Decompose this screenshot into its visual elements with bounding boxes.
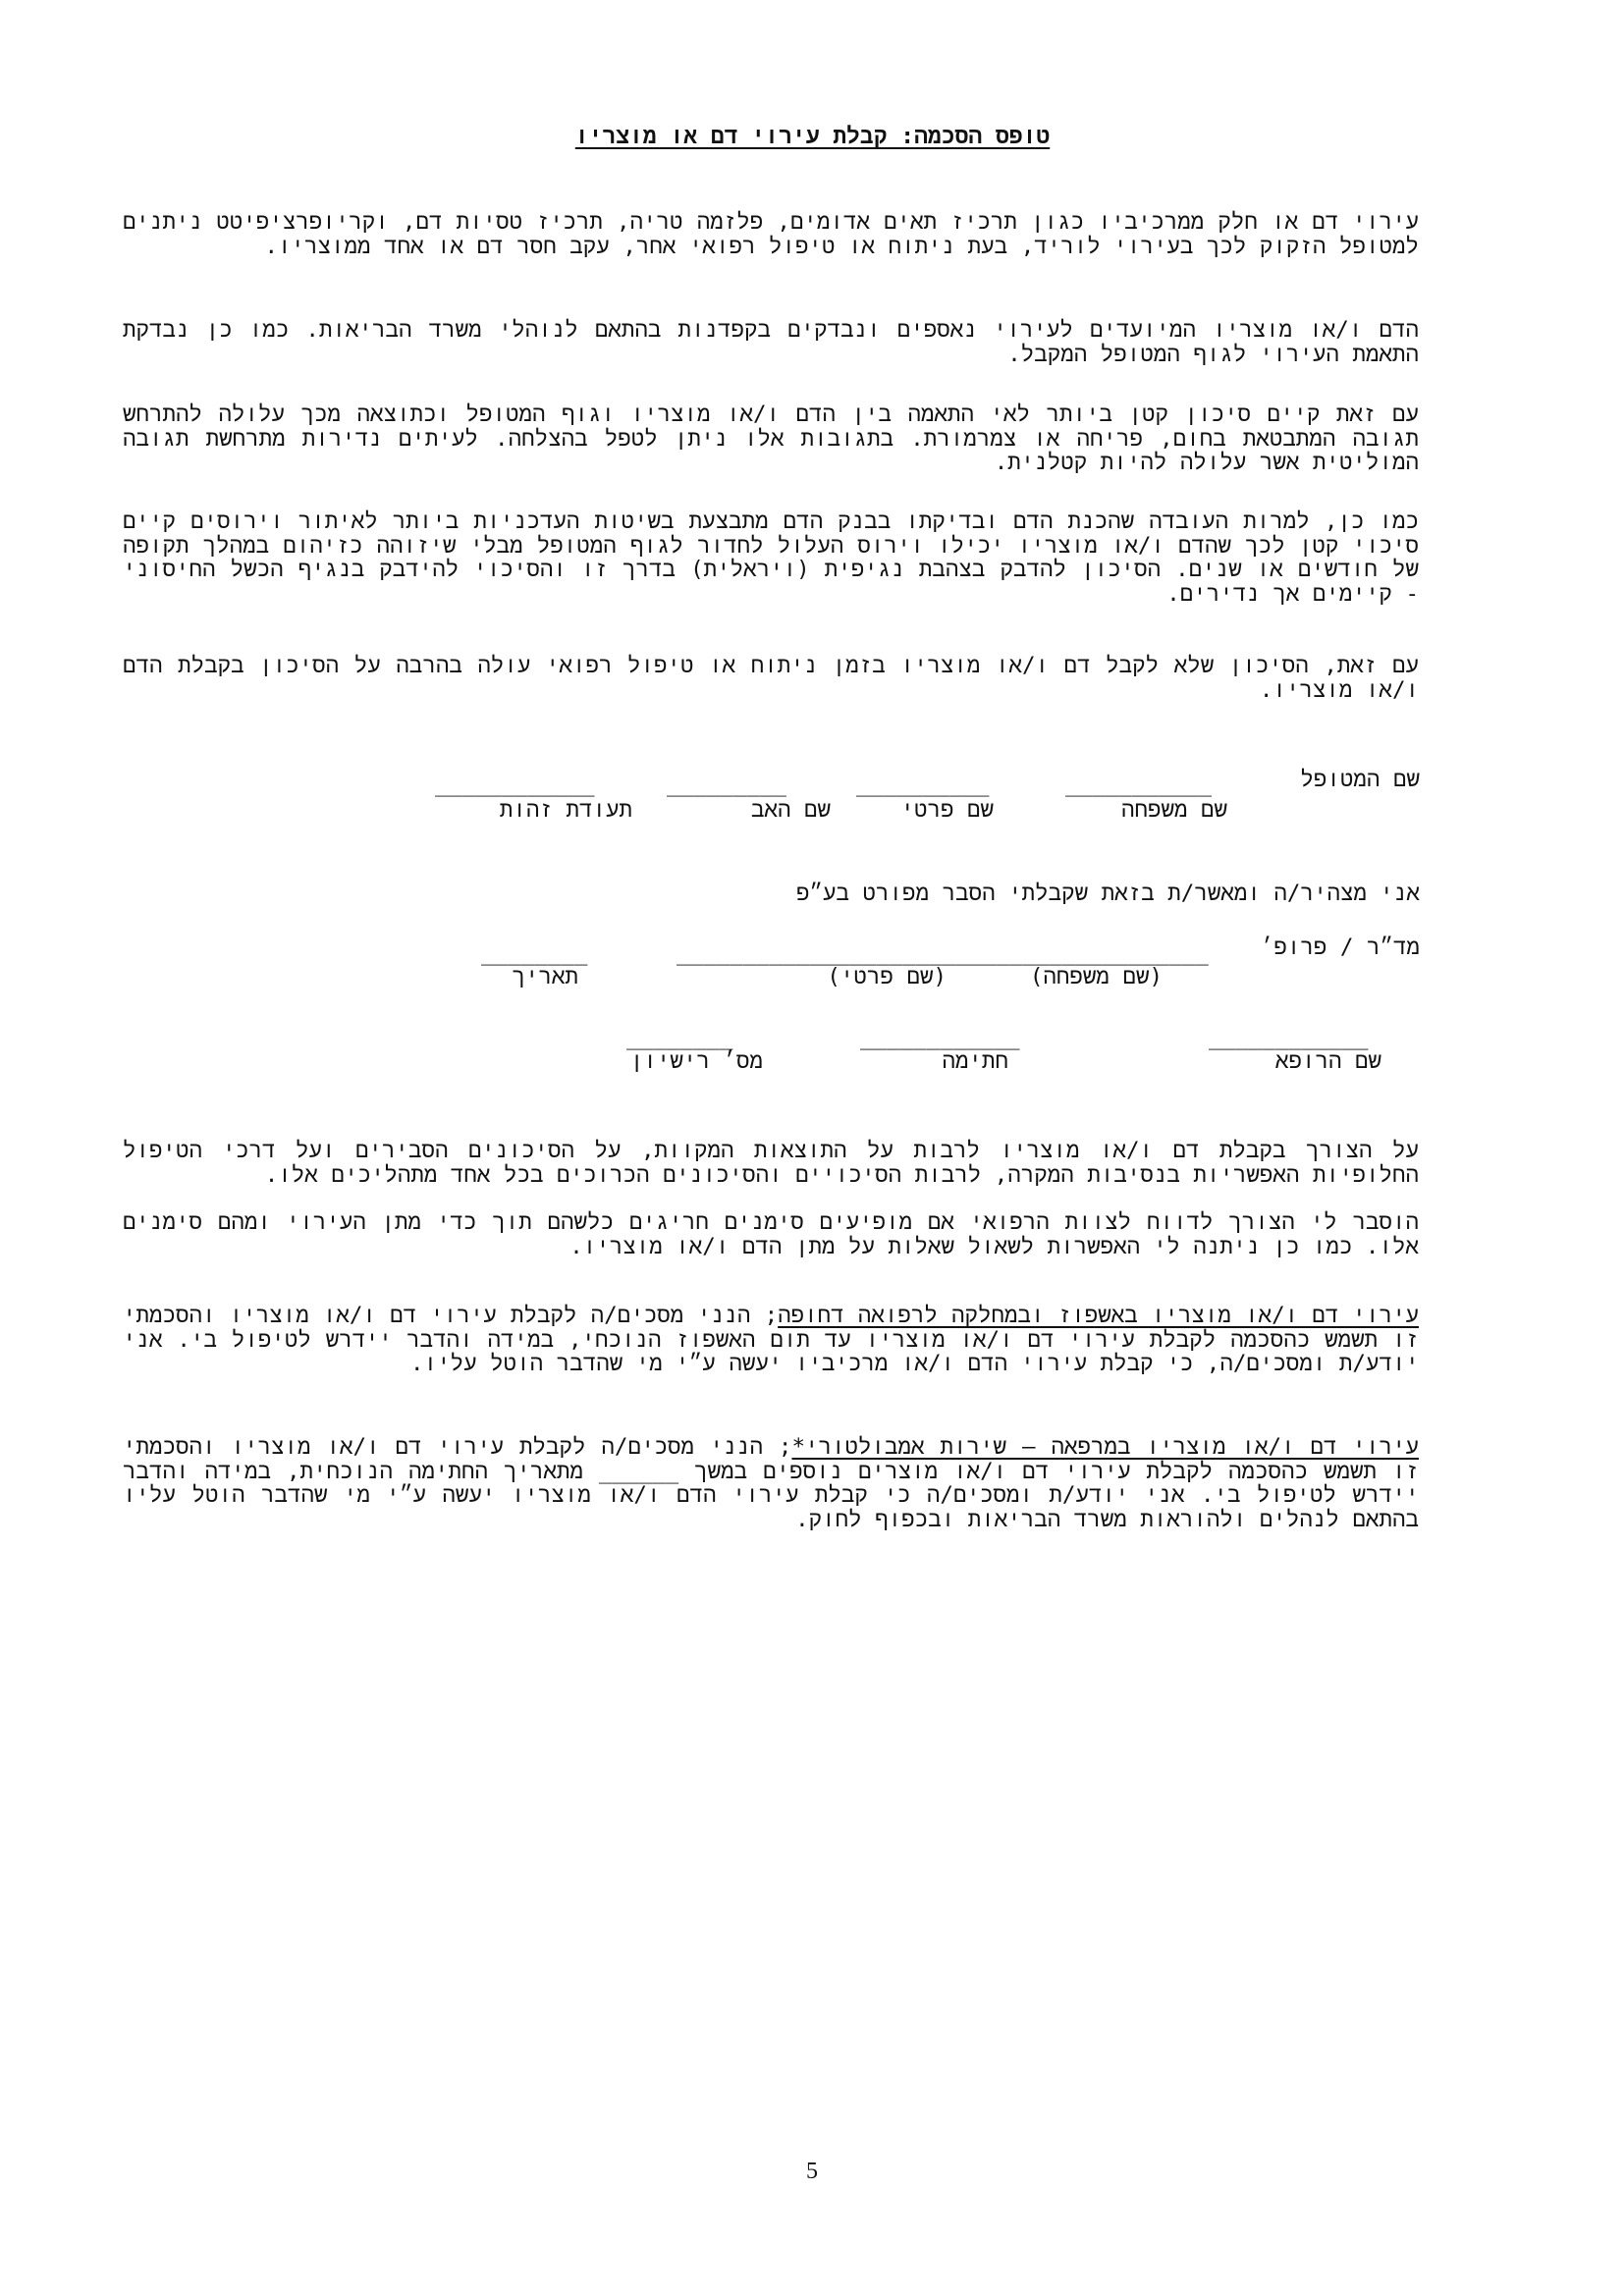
consent-outpatient-text: ; הנני מסכים/ה לקבלת עירוי דם ו/או מוצריו והסכמתי זו תשמש כהסכמה לקבלת עירוי דם ו/או מוצרים נוספים במשך ______ מתאריך החתימה הנוכחית, במידה והדבר יידרש לטיפול בי. אני יודע/ת ומסכים/ה כי קבלת עירוי הדם ו/או מוצריו יעשה ע״י מי שהדבר הוטל עליו בהתאם לנהלים ולהוראות משרד הבריאות ובכפוף לחוק. — [123, 1434, 1419, 1532]
date-label: תאריך — [512, 964, 578, 989]
consent-inpatient-paragraph — [123, 1304, 1419, 1376]
doctor-surname-label: (שם משפחה) — [1029, 964, 1163, 989]
patient-fathername-blank[interactable]: _________ — [667, 772, 786, 797]
patient-surname-blank[interactable]: ___________ — [1065, 772, 1213, 797]
consent-outpatient-heading: עירוי דם ו/או מוצריו במרפאה – שירות אמבולטורי* — [791, 1434, 1419, 1460]
patient-firstname-blank[interactable]: __________ — [856, 772, 990, 797]
doctor-title-label: מד״ר / פרופ׳ — [1260, 934, 1420, 960]
paragraph-risk-comparison: עם זאת, הסיכון שלא לקבל דם ו/או מוצריו בזמן ניתוח או טיפול רפואי עולה בהרבה על הסיכון בקבלת הדם ו/או מוצריו. — [123, 653, 1419, 703]
patient-id-blank[interactable]: ____________ — [435, 772, 595, 797]
paragraph-reaction-risk: עם זאת קיים סיכון קטן ביותר לאי התאמה בין הדם ו/או מוצריו וגוף המטופל וכתוצאה מכך עלולה להתרחש תגובה המתבטאת בחום, פריחה או צמרמורת. בתגובות אלו ניתן לטפל בהצלחה. לעיתים נדירות מתרחשת תגובה המוליטית אשר עלולה להיות קטלנית. — [123, 401, 1419, 475]
signature-blank[interactable]: ____________ — [860, 1025, 1020, 1050]
doctor-name-sign-blank[interactable]: ____________ — [1209, 1025, 1369, 1050]
page-number: 5 — [806, 2159, 818, 2184]
paragraph-transfusion-intro: עירוי דם או חלק ממרכיביו כגון תרכיז תאים אדומים, פלזמה טריה, תרכיז טסיות דם, וקריופרציפיטט ניתנים למטופל הזקוק לכך בעירוי לוריד, בעת ניתוח או טיפול רפואי אחר, עקב חסר דם או אחד ממוצריו. — [123, 209, 1419, 259]
consent-outpatient-paragraph — [123, 1435, 1419, 1531]
explanation-report-symptoms: הוסבר לי הצורך לדווח לצוות הרפואי אם מופיעים סימנים חריגים כלשהם תוך כדי מתן העירוי ומהם סימנים אלו. כמו כן ניתנה לי האפשרות לשאול שאלות על מתן הדם ו/או מוצריו. — [123, 1209, 1419, 1259]
form-title: טופס הסכמה: קבלת עירוי דם או מוצריו — [574, 124, 1051, 149]
consent-inpatient-text: ; הנני מסכים/ה לקבלת עירוי דם ו/או מוצריו והסכמתי זו תשמש כהסכמה לקבלת עירוי דם ו/או מוצריו עד תום האשפוז הנוכחי, במידה והדבר יידרש לטיפול בי. אני יודע/ת ומסכים/ה, כי קבלת עירוי הדם ו/או מרכיביו יעשה ע״י מי שהדבר הוטל עליו. — [123, 1303, 1419, 1376]
doctor-name-blank[interactable]: ________________________________________ — [677, 940, 1209, 966]
firstname-field-label: שם פרטי — [900, 797, 994, 823]
license-blank[interactable]: ________ — [626, 1025, 733, 1050]
id-field-label: תעודת זהות — [499, 797, 632, 823]
fathername-field-label: שם האב — [750, 797, 831, 823]
signature-field-label: חתימה — [942, 1048, 1008, 1074]
doctor-name-field-label: שם הרופא — [1274, 1048, 1381, 1074]
date-blank[interactable]: ________ — [481, 940, 588, 966]
explanation-alternatives: על הצורך בקבלת דם ו/או מוצריו לרבות על התוצאות המקוות, על הסיכונים הסבירים ועל דרכי הטיפול החלופיות האפשריות בנסיבות המקרה, לרבות הסיכויים והסיכונים הכרוכים בכל אחד מתהליכים אלו. — [123, 1138, 1419, 1188]
declaration-text: אני מצהיר/ה ומאשר/ת בזאת שקבלתי הסבר מפורט בע״פ — [796, 881, 1420, 906]
paragraph-virus-risk: כמו כן, למרות העובדה שהכנת הדם ובדיקתו בבנק הדם מתבצעת בשיטות העדכניות ביותר לאיתור וירוסים קיים סיכוי קטן לכך שהדם ו/או מוצריו יכילו וירוס העלול לחדור לגוף המטופל מבלי שיזוהה כזיהום במהלך תקופה של חודשים או שנים. הסיכון להדבק בצהבת נגיפית (ויראלית) בדרך זו והסיכוי להידבק בנגיף הכשל החיסוני - קיימים אך נדירים. — [123, 508, 1419, 607]
surname-field-label: שם משפחה — [1120, 797, 1227, 823]
license-field-label: מס׳ רישיון — [629, 1048, 763, 1074]
patient-name-label: שם המטופל — [1300, 767, 1420, 792]
consent-inpatient-heading: עירוי דם ו/או מוצריו באשפוז ובמחלקה לרפואה דחופה — [778, 1303, 1419, 1328]
doctor-firstname-label: (שם פרטי) — [827, 964, 947, 989]
paragraph-testing: הדם ו/או מוצריו המיועדים לעירוי נאספים ונבדקים בקפדנות בהתאם לנוהלי משרד הבריאות. כמו כן נבדקת התאמת העירוי לגוף המטופל המקבל. — [123, 317, 1419, 367]
